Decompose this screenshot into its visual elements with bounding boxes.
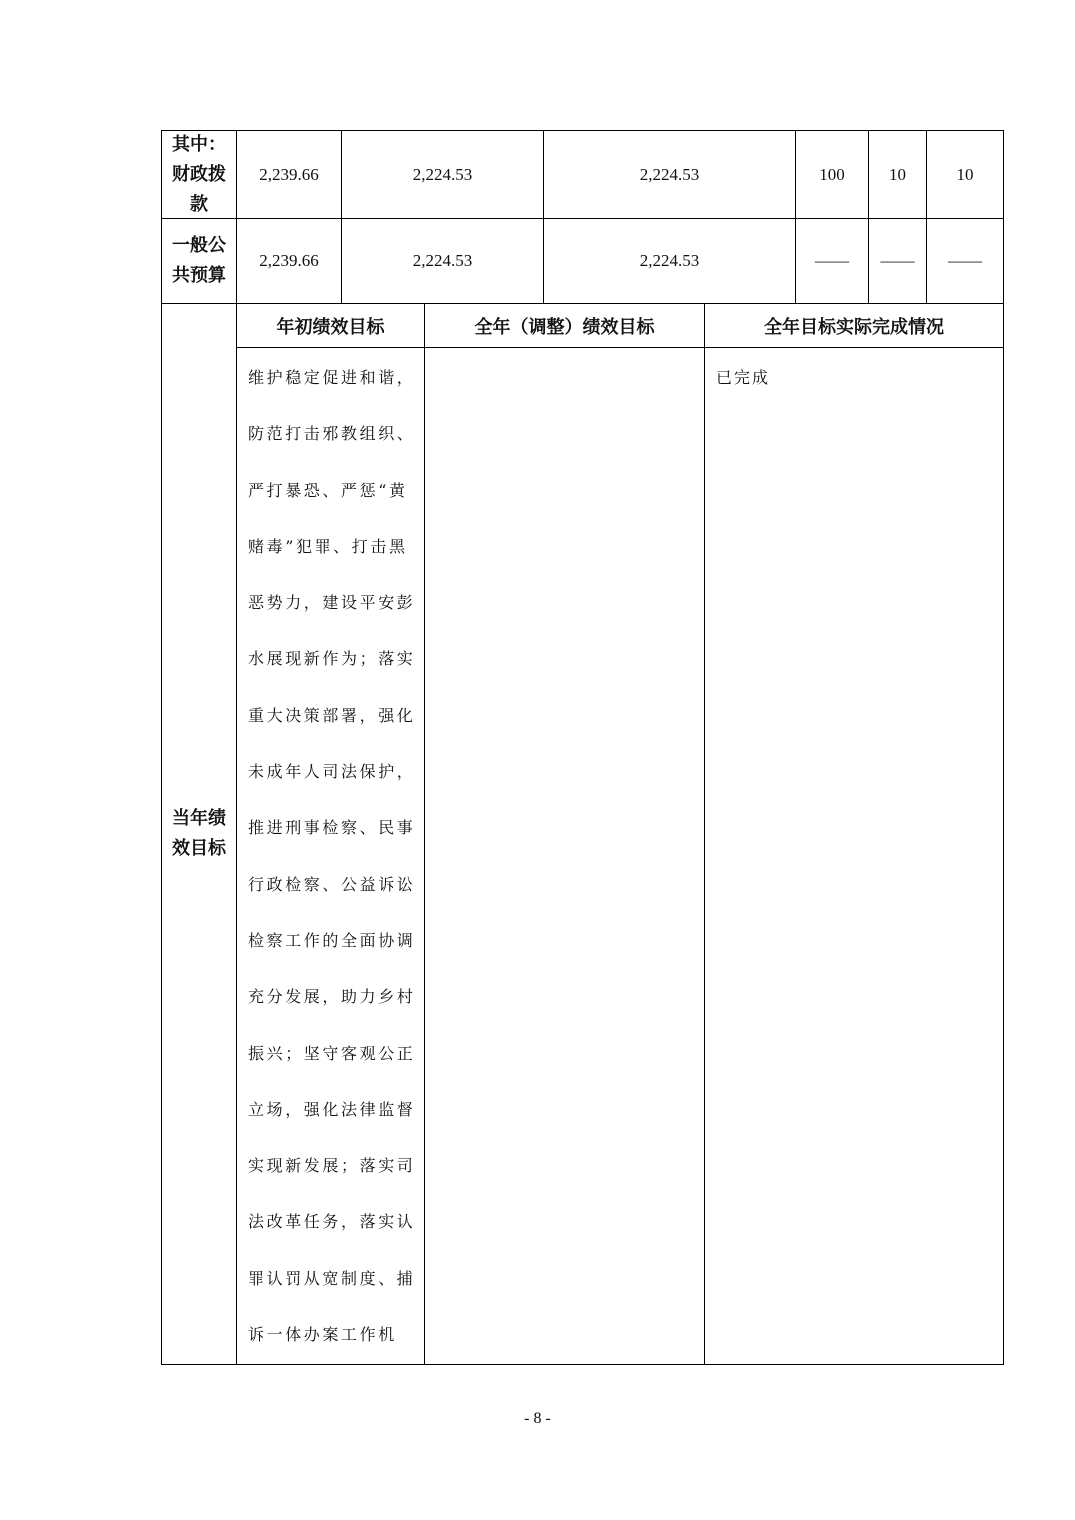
header-actual-completion: 全年目标实际完成情况 <box>764 316 944 338</box>
initial-goal-line: 检察工作的全面协调 <box>248 930 416 950</box>
fiscal-col6-value: 10 <box>956 164 974 184</box>
initial-goal-line: 振兴；坚守客观公正 <box>248 1043 416 1063</box>
initial-goal-line: 充分发展，助力乡村 <box>248 987 416 1007</box>
initial-goal-line: 恶势力，建设平安彭 <box>248 593 416 613</box>
fiscal-col5-value: 10 <box>889 164 906 184</box>
general-col3-value: 2,224.53 <box>639 251 700 270</box>
initial-goal-line: 维护稳定促进和谐， <box>248 368 416 387</box>
initial-goal-line: 法改革任务，落实认 <box>248 1212 416 1232</box>
fiscal-col3-value: 2,224.53 <box>639 164 700 184</box>
general-col4-value: —— <box>815 251 849 270</box>
initial-goal-line: 立场，强化法律监督 <box>248 1099 416 1119</box>
grid-line <box>236 303 237 1365</box>
initial-goal-line: 重大决策部署，强化 <box>248 705 416 725</box>
initial-goal-line: 罪认罚从宽制度、捕 <box>248 1268 416 1288</box>
initial-goals-text <box>248 350 418 1363</box>
row-label-general-budget: 一般公 共预算 <box>172 235 226 286</box>
section-label-annual-goals: 当年绩 效目标 <box>172 808 226 859</box>
page-number: - 8 - <box>524 1410 551 1427</box>
initial-goal-line: 水展现新作为；落实 <box>248 649 416 669</box>
initial-goal-line: 实现新发展；落实司 <box>248 1156 416 1176</box>
row-label-fiscal-appropriation: 其中： 财政拨 款 <box>172 133 226 215</box>
initial-goal-line: 赌毒”犯罪、打击黑 <box>248 536 408 556</box>
fiscal-col4-value: 100 <box>819 164 845 184</box>
fiscal-col2-value: 2,224.53 <box>412 164 473 184</box>
actual-completion-text: 已完成 <box>716 368 771 387</box>
general-col2-value: 2,224.53 <box>412 251 473 270</box>
initial-goal-line: 行政检察、公益诉讼 <box>248 874 416 894</box>
initial-goal-line: 推进刑事检察、民事 <box>248 818 416 838</box>
general-col1-value: 2,239.66 <box>259 251 319 270</box>
adjusted-goals-text <box>425 348 704 1364</box>
grid-line <box>1003 130 1004 1365</box>
header-initial-goals: 年初绩效目标 <box>276 316 385 338</box>
initial-goal-line: 严打暴恐、严惩“黄 <box>248 480 408 500</box>
general-col6-value: —— <box>948 251 982 270</box>
general-col5-value: —— <box>880 251 915 270</box>
grid-line <box>161 1364 1004 1365</box>
header-adjusted-goals: 全年（调整）绩效目标 <box>474 316 655 338</box>
grid-line <box>704 303 705 1365</box>
initial-goal-line: 未成年人司法保护， <box>248 762 416 782</box>
initial-goal-line: 防范打击邪教组织、 <box>248 424 416 444</box>
initial-goal-line: 诉一体办案工作机 <box>248 1325 397 1345</box>
fiscal-col1-value: 2,239.66 <box>259 164 319 184</box>
